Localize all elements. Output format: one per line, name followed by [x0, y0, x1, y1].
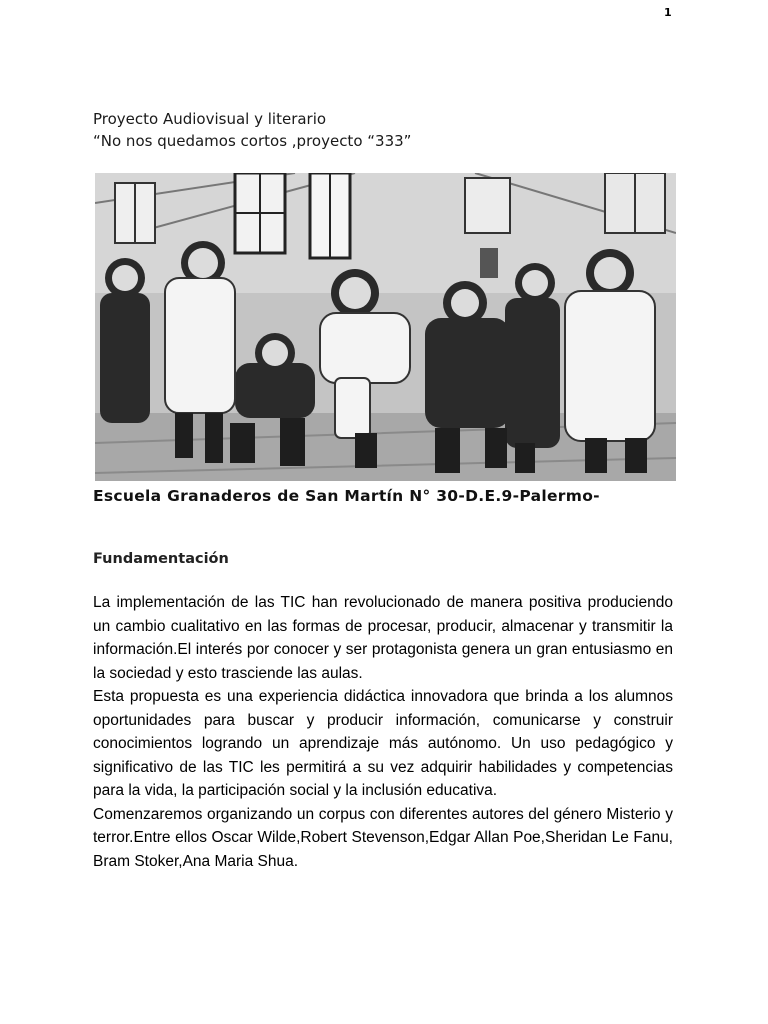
- paragraph: La implementación de las TIC han revolucionado de manera positiva produciendo un cambio cualitativo en las formas de procesar, producir, almacenar y transmitir la información.El interés por conocer y ser protagonista genera un gran entusiasmo en la sociedad y esto trasciende las aulas.: [93, 594, 673, 682]
- students-photo: [95, 173, 676, 481]
- body-text: [93, 591, 673, 873]
- title-block: [93, 108, 683, 152]
- project-title: Proyecto Audiovisual y literario: [93, 110, 327, 128]
- paragraph: Comenzaremos organizando un corpus con diferentes autores del género Misterio y terror.Entre ellos Oscar Wilde,Robert Stevenson,Edgar Allan Poe,Sheridan Le Fanu, Bram Stoker,Ana Maria Shua.: [93, 805, 673, 870]
- project-subtitle: “No nos quedamos cortos ,proyecto “333”: [93, 132, 412, 150]
- school-caption: Escuela Granaderos de San Martín N° 30-D.E.9-Palermo-: [93, 487, 600, 505]
- paragraph: Esta propuesta es una experiencia didáctica innovadora que brinda a los alumnos oportunidades para buscar y producir información, comunicarse y construir conocimientos logrando un aprendizaje más autónomo. Un uso pedagógico y significativo de las TIC les permitirá a su vez adquirir habilidades y competencias para la vida, la participación social y la inclusión educativa.: [93, 688, 673, 799]
- section-heading: Fundamentación: [93, 551, 229, 567]
- photo-illustration: [95, 173, 676, 481]
- page-number: 1: [664, 6, 672, 19]
